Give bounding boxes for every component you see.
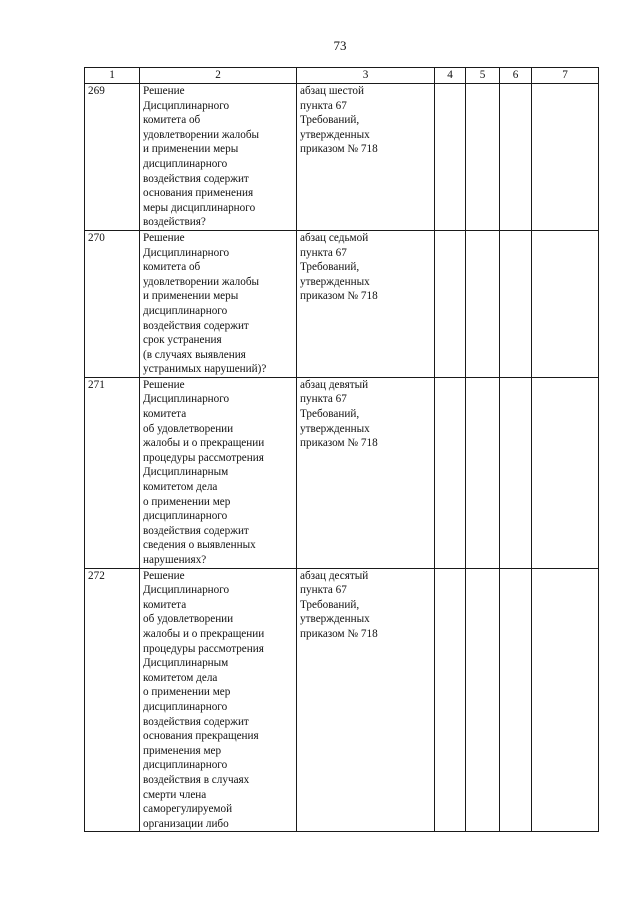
reference-line: Требований, (300, 261, 360, 274)
col4-cell (435, 230, 466, 377)
col7-cell (532, 84, 599, 231)
reference-line: абзац десятый (300, 569, 369, 582)
reference-line: пункта 67 (300, 584, 347, 597)
col5-cell (466, 230, 500, 377)
reference-line: Требований, (300, 598, 360, 611)
header-col-7: 7 (532, 68, 599, 84)
question-line: смерти члена (143, 788, 207, 801)
question-line: меры дисциплинарного (143, 201, 256, 214)
row-number: 272 (85, 568, 140, 832)
reference-line: абзац девятый (300, 378, 369, 391)
row-number: 269 (85, 84, 140, 231)
question-line: комитетом дела (143, 671, 218, 684)
question-line: жалобы и о прекращении (143, 627, 265, 640)
reference-cell (297, 377, 435, 568)
question-line: Решение (143, 231, 185, 244)
header-row (85, 68, 599, 84)
col7-cell (532, 568, 599, 832)
reference-line: приказом № 718 (300, 437, 378, 450)
question-line: дисциплинарного (143, 700, 228, 713)
question-line: основания применения (143, 187, 254, 200)
row-number: 271 (85, 377, 140, 568)
header-col-3: 3 (297, 68, 435, 84)
col7-cell (532, 230, 599, 377)
table-row (85, 568, 599, 832)
col6-cell (500, 84, 532, 231)
question-line: основания прекращения (143, 730, 259, 743)
question-line: комитета об (143, 114, 201, 127)
reference-line: утвержденных (300, 275, 370, 288)
reference-cell (297, 84, 435, 231)
question-line: комитета об (143, 261, 201, 274)
question-line: комитета (143, 598, 187, 611)
col6-cell (500, 230, 532, 377)
question-cell (140, 230, 297, 377)
question-line: Дисциплинарного (143, 393, 230, 406)
col6-cell (500, 568, 532, 832)
question-cell (140, 84, 297, 231)
question-line: Решение (143, 569, 185, 582)
reference-line: абзац шестой (300, 85, 364, 97)
col7-cell (532, 377, 599, 568)
question-line: воздействия? (143, 216, 206, 229)
question-line: организации либо (143, 817, 229, 830)
question-cell (140, 568, 297, 832)
question-line: срок устранения (143, 334, 222, 347)
question-line: процедуры рассмотрения (143, 642, 264, 655)
reference-line: приказом № 718 (300, 143, 378, 156)
question-line: воздействия содержит (143, 172, 249, 185)
question-line: комитета (143, 408, 187, 421)
col5-cell (466, 568, 500, 832)
reference-line: Требований, (300, 114, 360, 127)
question-line: Дисциплинарным (143, 466, 229, 479)
question-line: об удовлетворении (143, 613, 234, 626)
question-line: комитетом дела (143, 481, 218, 494)
reference-line: пункта 67 (300, 393, 347, 406)
question-line: дисциплинарного (143, 510, 228, 523)
question-line: о применении мер (143, 686, 231, 699)
question-line: сведения о выявленных (143, 539, 256, 552)
reference-line: приказом № 718 (300, 627, 378, 640)
question-line: об удовлетворении (143, 422, 234, 435)
table-row (85, 230, 599, 377)
header-col-2: 2 (140, 68, 297, 84)
question-line: нарушениях? (143, 554, 207, 566)
reference-line: утвержденных (300, 422, 370, 435)
question-line: Решение (143, 85, 185, 97)
question-line: воздействия в случаях (143, 773, 250, 786)
question-line: дисциплинарного (143, 759, 228, 772)
question-line: дисциплинарного (143, 304, 228, 317)
question-line: и применении меры (143, 143, 239, 156)
table-row (85, 84, 599, 231)
col5-cell (466, 84, 500, 231)
reference-line: пункта 67 (300, 99, 347, 112)
col4-cell (435, 377, 466, 568)
col5-cell (466, 377, 500, 568)
question-line: воздействия содержит (143, 319, 249, 332)
question-line: Дисциплинарным (143, 657, 229, 670)
question-line: и применении меры (143, 290, 239, 303)
question-line: саморегулируемой (143, 803, 233, 816)
reference-cell (297, 568, 435, 832)
question-line: Решение (143, 378, 185, 391)
question-line: жалобы и о прекращении (143, 437, 265, 450)
header-col-1: 1 (85, 68, 140, 84)
question-line: воздействия содержит (143, 715, 249, 728)
question-line: воздействия содержит (143, 524, 249, 537)
question-line: удовлетворении жалобы (143, 128, 260, 141)
header-col-6: 6 (500, 68, 532, 84)
question-line: процедуры рассмотрения (143, 451, 264, 464)
question-line: о применении мер (143, 495, 231, 508)
reference-line: Требований, (300, 408, 360, 421)
header-col-4: 4 (435, 68, 466, 84)
question-line: (в случаях выявления (143, 348, 246, 361)
question-line: удовлетворении жалобы (143, 275, 260, 288)
question-line: Дисциплинарного (143, 99, 230, 112)
reference-line: утвержденных (300, 128, 370, 141)
page-number: 73 (333, 38, 347, 53)
col4-cell (435, 84, 466, 231)
header-col-5: 5 (466, 68, 500, 84)
question-line: дисциплинарного (143, 157, 228, 170)
reference-line: пункта 67 (300, 246, 347, 259)
reference-cell (297, 230, 435, 377)
question-cell (140, 377, 297, 568)
question-line: применения мер (143, 744, 222, 757)
table-row (85, 377, 599, 568)
reference-line: утвержденных (300, 613, 370, 626)
question-line: Дисциплинарного (143, 584, 230, 597)
col6-cell (500, 377, 532, 568)
question-line: устранимых нарушений)? (143, 363, 267, 376)
question-line: Дисциплинарного (143, 246, 230, 259)
checklist-table (84, 67, 599, 832)
col4-cell (435, 568, 466, 832)
reference-line: приказом № 718 (300, 290, 378, 303)
row-number: 270 (85, 230, 140, 377)
reference-line: абзац седьмой (300, 231, 369, 244)
